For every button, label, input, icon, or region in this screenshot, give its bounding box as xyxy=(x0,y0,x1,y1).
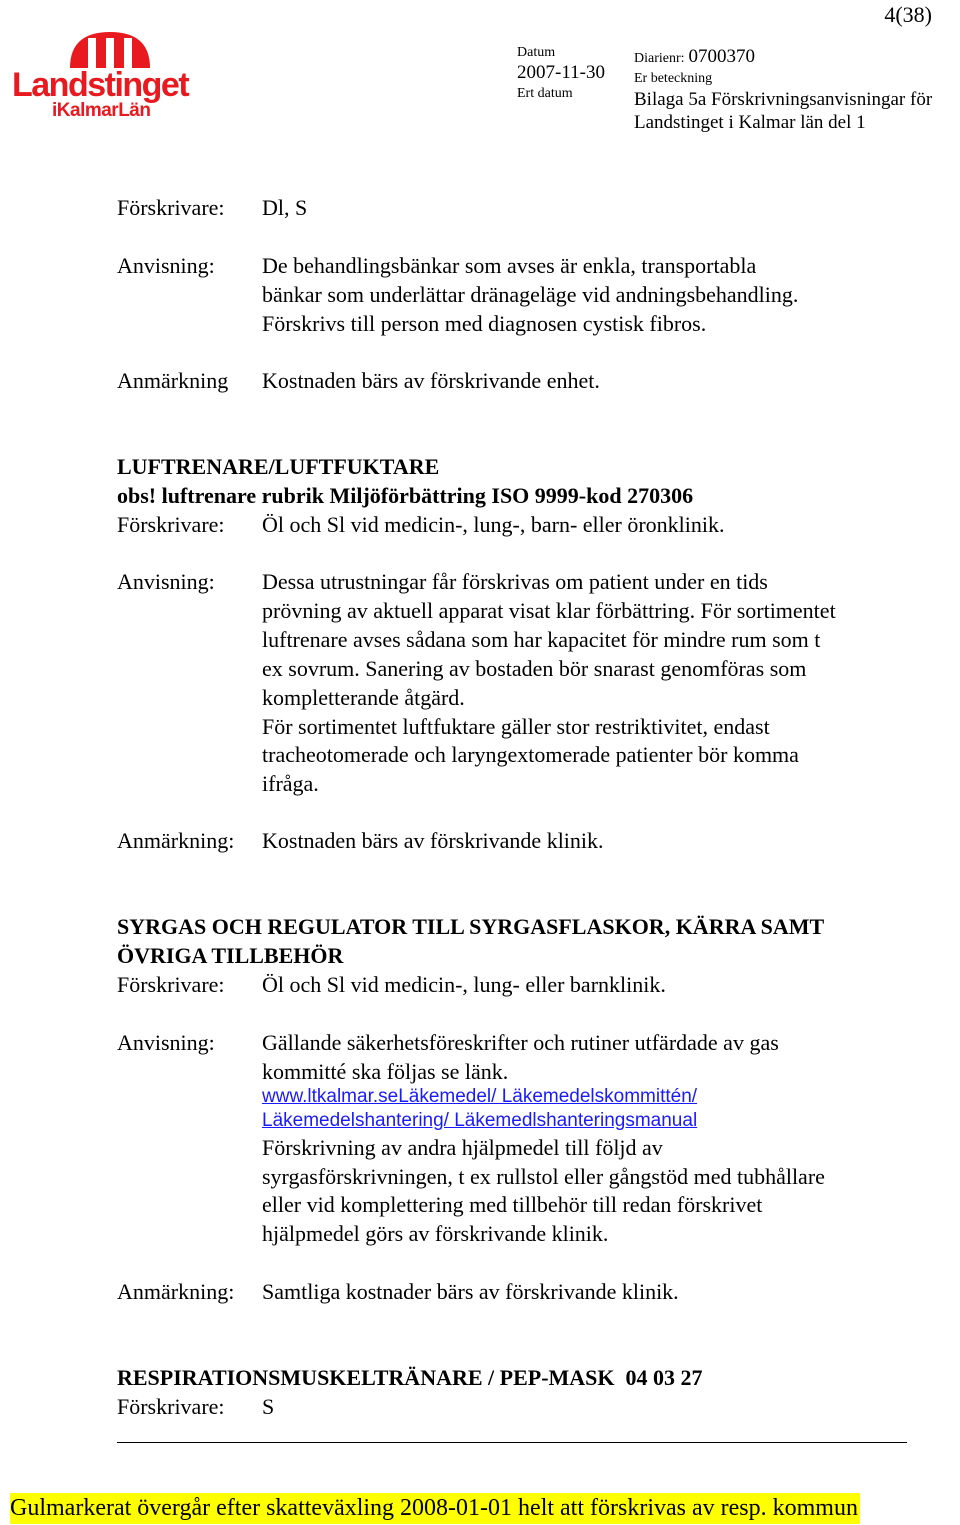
s3-heading-line1: SYRGAS OCH REGULATOR TILL SYRGASFLASKOR, KÄRRA SAMT xyxy=(117,914,825,939)
s2-forskrivare-label: Förskrivare: xyxy=(117,512,225,537)
s2-heading: LUFTRENARE/LUFTFUKTARE xyxy=(117,454,440,479)
er-beteckning-label: Er beteckning xyxy=(634,71,713,86)
s3-forskrivare-value: Öl och Sl vid medicin-, lung- eller barnklinik. xyxy=(262,972,666,997)
s1-anmarkning-label: Anmärkning xyxy=(117,368,229,393)
s1-anvisning-line: De behandlingsbänkar som avses är enkla, transportabla xyxy=(262,253,757,278)
s2-anvisning-line: prövning av aktuell apparat visat klar förbättring. För sortimentet xyxy=(262,598,836,623)
s3-anvisning-line: eller vid komplettering med tillbehör till redan förskrivet xyxy=(262,1192,763,1217)
s1-anvisning-label: Anvisning: xyxy=(117,253,215,278)
s2-subheading: obs! luftrenare rubrik Miljöförbättring ISO 9999-kod 270306 xyxy=(117,483,694,508)
document-title-line1: Bilaga 5a Förskrivningsanvisningar för xyxy=(634,89,933,110)
s3-anmarkning-label: Anmärkning: xyxy=(117,1279,235,1304)
datum-value: 2007-11-30 xyxy=(517,62,605,83)
logo-subtext: iKalmarLän xyxy=(52,100,151,121)
lakemedel-link-line2[interactable]: Läkemedelshantering/ Läkemedlshanteringsmanual xyxy=(262,1110,698,1131)
s3-heading-line2: ÖVRIGA TILLBEHÖR xyxy=(117,943,344,968)
s4-forskrivare-label: Förskrivare: xyxy=(117,1394,225,1419)
s2-anvisning-line: ex sovrum. Sanering av bostaden bör snarast genomföras som xyxy=(262,656,807,681)
s1-anmarkning-value: Kostnaden bärs av förskrivande enhet. xyxy=(262,368,600,393)
s2-anmarkning-label: Anmärkning: xyxy=(117,828,235,853)
s4-heading: RESPIRATIONSMUSKELTRÄNARE / PEP-MASK 04 03 27 xyxy=(117,1365,703,1390)
landstinget-logo xyxy=(10,28,195,123)
s2-anvisning-line: luftrenare avses sådana som har kapacitet för mindre rum som t xyxy=(262,627,821,652)
s2-anvisning-line: tracheotomerade och laryngextomerade patienter bör komma xyxy=(262,742,799,767)
ert-datum-label: Ert datum xyxy=(517,86,573,101)
logo-wordmark: Landstinget xyxy=(12,66,189,104)
s1-anvisning-line: Förskrivs till person med diagnosen cystisk fibros. xyxy=(262,311,707,336)
s1-anvisning-line: bänkar som underlättar dränageläge vid andningsbehandling. xyxy=(262,282,799,307)
s3-anvisning-line: Gällande säkerhetsföreskrifter och rutiner utfärdade av gas xyxy=(262,1030,779,1055)
diarienr-value: 0700370 xyxy=(688,46,756,67)
s2-anvisning-line: kompletterande åtgärd. xyxy=(262,685,465,710)
datum-label: Datum xyxy=(517,45,556,60)
s3-anvisning-line: Förskrivning av andra hjälpmedel till följd av xyxy=(262,1135,663,1160)
s2-anvisning-line: ifråga. xyxy=(262,771,319,796)
s1-forskrivare-value: Dl, S xyxy=(262,195,308,220)
s1-forskrivare-label: Förskrivare: xyxy=(117,195,225,220)
footer-highlight-note: Gulmarkerat övergår efter skatteväxling 2008-01-01 helt att förskrivas av resp. kommun xyxy=(10,1493,860,1524)
lakemedel-link-line1[interactable]: www.ltkalmar.seLäkemedel/ Läkemedelskommittén/ xyxy=(262,1086,698,1107)
s2-forskrivare-value: Öl och Sl vid medicin-, lung-, barn- eller öronklinik. xyxy=(262,512,725,537)
s2-anvisning-line: Dessa utrustningar får förskrivas om patient under en tids xyxy=(262,569,768,594)
page-number: 4(38) xyxy=(884,2,932,27)
s3-anvisning-line: kommitté ska följas se länk. xyxy=(262,1059,509,1084)
diarienr xyxy=(634,46,755,68)
s3-anvisning-line: hjälpmedel görs av förskrivande klinik. xyxy=(262,1221,609,1246)
s3-anmarkning-value: Samtliga kostnader bärs av förskrivande klinik. xyxy=(262,1279,679,1304)
s2-anmarkning-value: Kostnaden bärs av förskrivande klinik. xyxy=(262,828,604,853)
s3-forskrivare-label: Förskrivare: xyxy=(117,972,225,997)
s3-anvisning-label: Anvisning: xyxy=(117,1030,215,1055)
document-title-line2: Landstinget i Kalmar län del 1 xyxy=(634,112,866,133)
s4-forskrivare-value: S xyxy=(262,1394,275,1419)
s2-anvisning-label: Anvisning: xyxy=(117,569,215,594)
s2-anvisning-line: För sortimentet luftfuktare gäller stor restriktivitet, endast xyxy=(262,714,770,739)
s3-anvisning-line: syrgasförskrivningen, t ex rullstol eller gångstöd med tubhållare xyxy=(262,1164,825,1189)
horizontal-rule xyxy=(117,1442,907,1443)
diarienr-label: Diarienr: xyxy=(634,51,685,66)
